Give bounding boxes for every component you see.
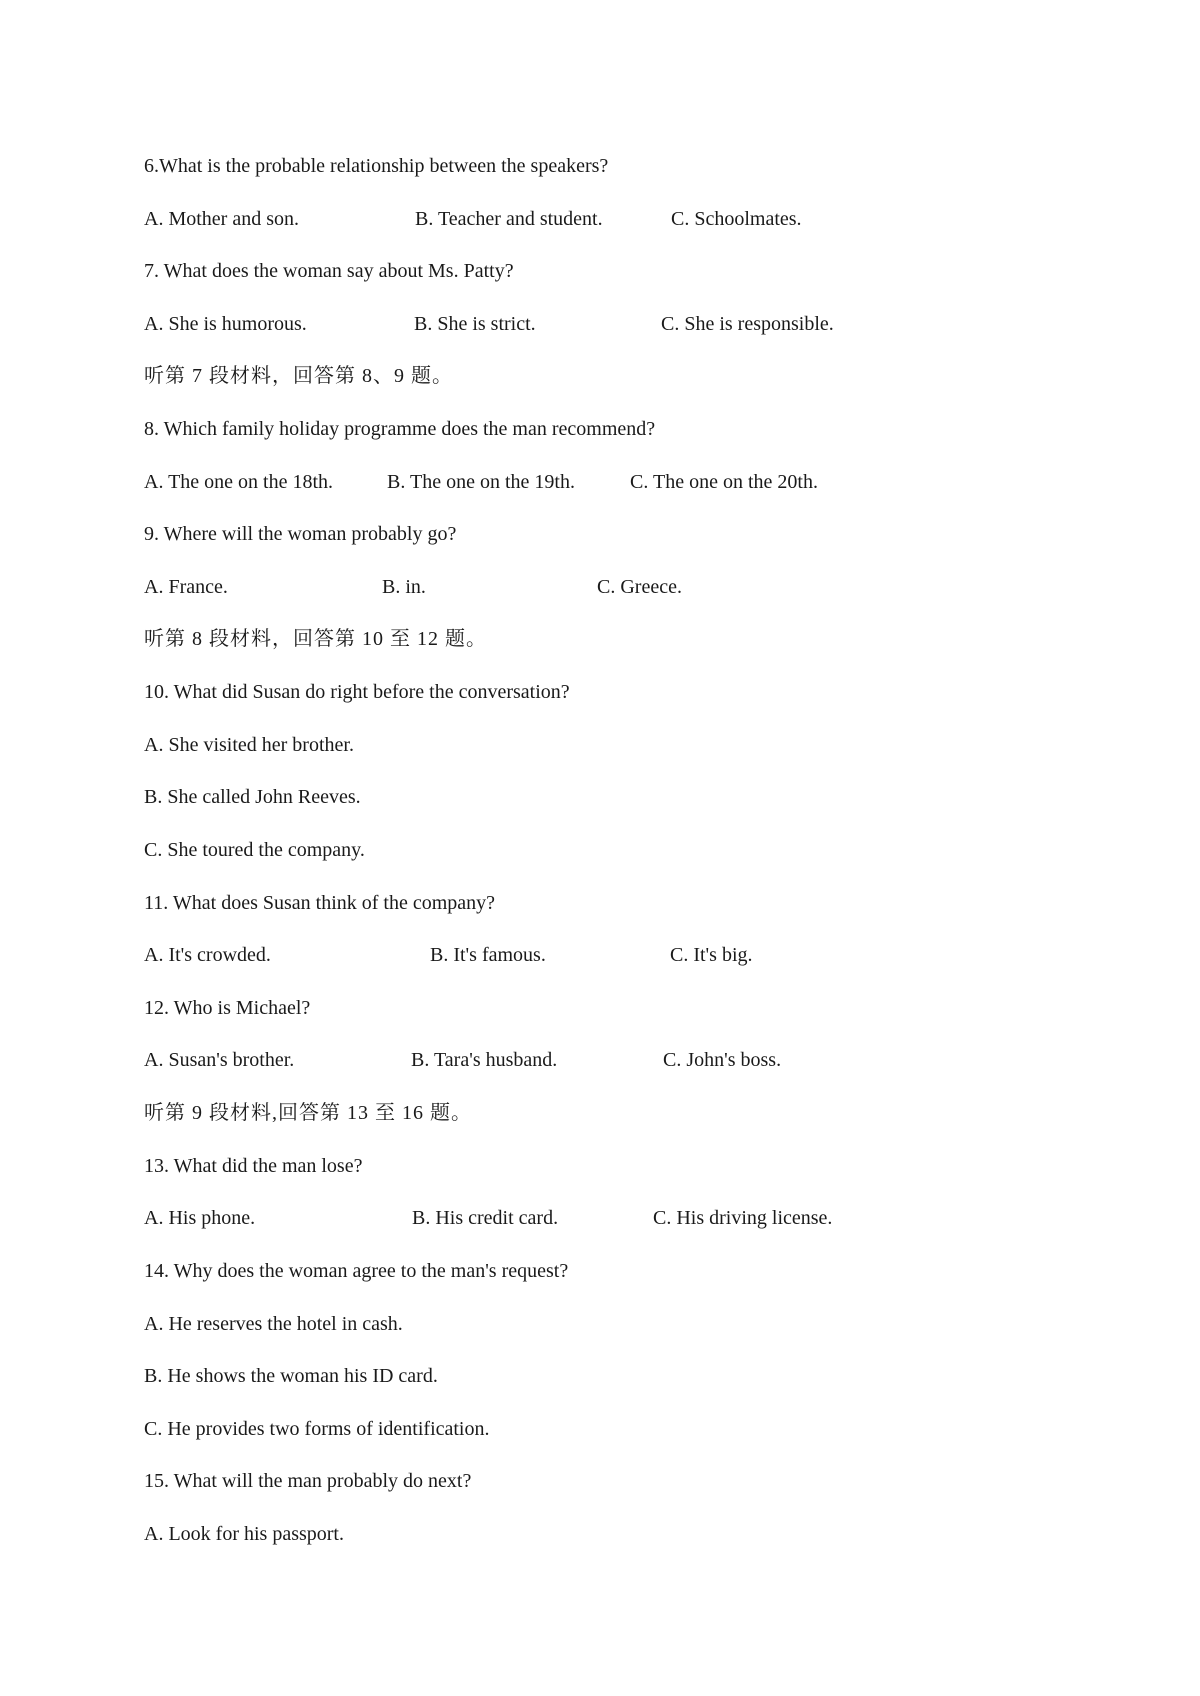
- question-9-option-c: C. Greece.: [597, 576, 682, 598]
- question-14-option-c: C. He provides two forms of identification.: [144, 1418, 490, 1440]
- question-12-stem: 12. Who is Michael?: [144, 997, 311, 1019]
- question-10-option-a: A. She visited her brother.: [144, 734, 354, 756]
- question-8-option-c: C. The one on the 20th.: [630, 471, 818, 493]
- question-13-option-a: A. His phone.: [144, 1207, 256, 1229]
- question-15-option-a: A. Look for his passport.: [144, 1523, 344, 1545]
- question-11-stem: 11. What does Susan think of the company?: [144, 892, 496, 914]
- question-13-option-b: B. His credit card.: [412, 1207, 559, 1229]
- question-8-option-a: A. The one on the 18th.: [144, 471, 334, 493]
- question-12-option-c: C. John's boss.: [663, 1049, 782, 1071]
- question-13-stem: 13. What did the man lose?: [144, 1155, 363, 1177]
- section-7-instruction: 听第 7 段材料，回答第 8、9 题。: [144, 365, 453, 387]
- question-6-stem: 6.What is the probable relationship between the speakers?: [144, 155, 609, 177]
- question-6-option-c: C. Schoolmates.: [671, 208, 802, 230]
- question-11-option-c: C. It's big.: [670, 944, 753, 966]
- question-11-option-b: B. It's famous.: [430, 944, 546, 966]
- question-10-option-b: B. She called John Reeves.: [144, 786, 361, 808]
- question-11-option-a: A. It's crowded.: [144, 944, 271, 966]
- question-14-option-a: A. He reserves the hotel in cash.: [144, 1313, 403, 1335]
- question-7-option-a: A. She is humorous.: [144, 313, 307, 335]
- question-15-stem: 15. What will the man probably do next?: [144, 1470, 472, 1492]
- question-13-option-c: C. His driving license.: [653, 1207, 833, 1229]
- section-8-instruction: 听第 8 段材料，回答第 10 至 12 题。: [144, 628, 487, 650]
- question-6-option-a: A. Mother and son.: [144, 208, 299, 230]
- question-6-option-b: B. Teacher and student.: [415, 208, 603, 230]
- question-10-stem: 10. What did Susan do right before the conversation?: [144, 681, 570, 703]
- question-14-option-b: B. He shows the woman his ID card.: [144, 1365, 438, 1387]
- question-12-option-a: A. Susan's brother.: [144, 1049, 295, 1071]
- question-9-option-a: A. France.: [144, 576, 228, 598]
- question-12-option-b: B. Tara's husband.: [411, 1049, 558, 1071]
- question-7-option-c: C. She is responsible.: [661, 313, 834, 335]
- question-7-option-b: B. She is strict.: [414, 313, 536, 335]
- question-14-stem: 14. Why does the woman agree to the man's request?: [144, 1260, 569, 1282]
- question-7-stem: 7. What does the woman say about Ms. Patty?: [144, 260, 514, 282]
- section-9-instruction: 听第 9 段材料,回答第 13 至 16 题。: [144, 1102, 472, 1124]
- question-9-option-b: B. in.: [382, 576, 426, 598]
- question-8-option-b: B. The one on the 19th.: [387, 471, 575, 493]
- question-8-stem: 8. Which family holiday programme does the man recommend?: [144, 418, 656, 440]
- question-10-option-c: C. She toured the company.: [144, 839, 365, 861]
- question-9-stem: 9. Where will the woman probably go?: [144, 523, 457, 545]
